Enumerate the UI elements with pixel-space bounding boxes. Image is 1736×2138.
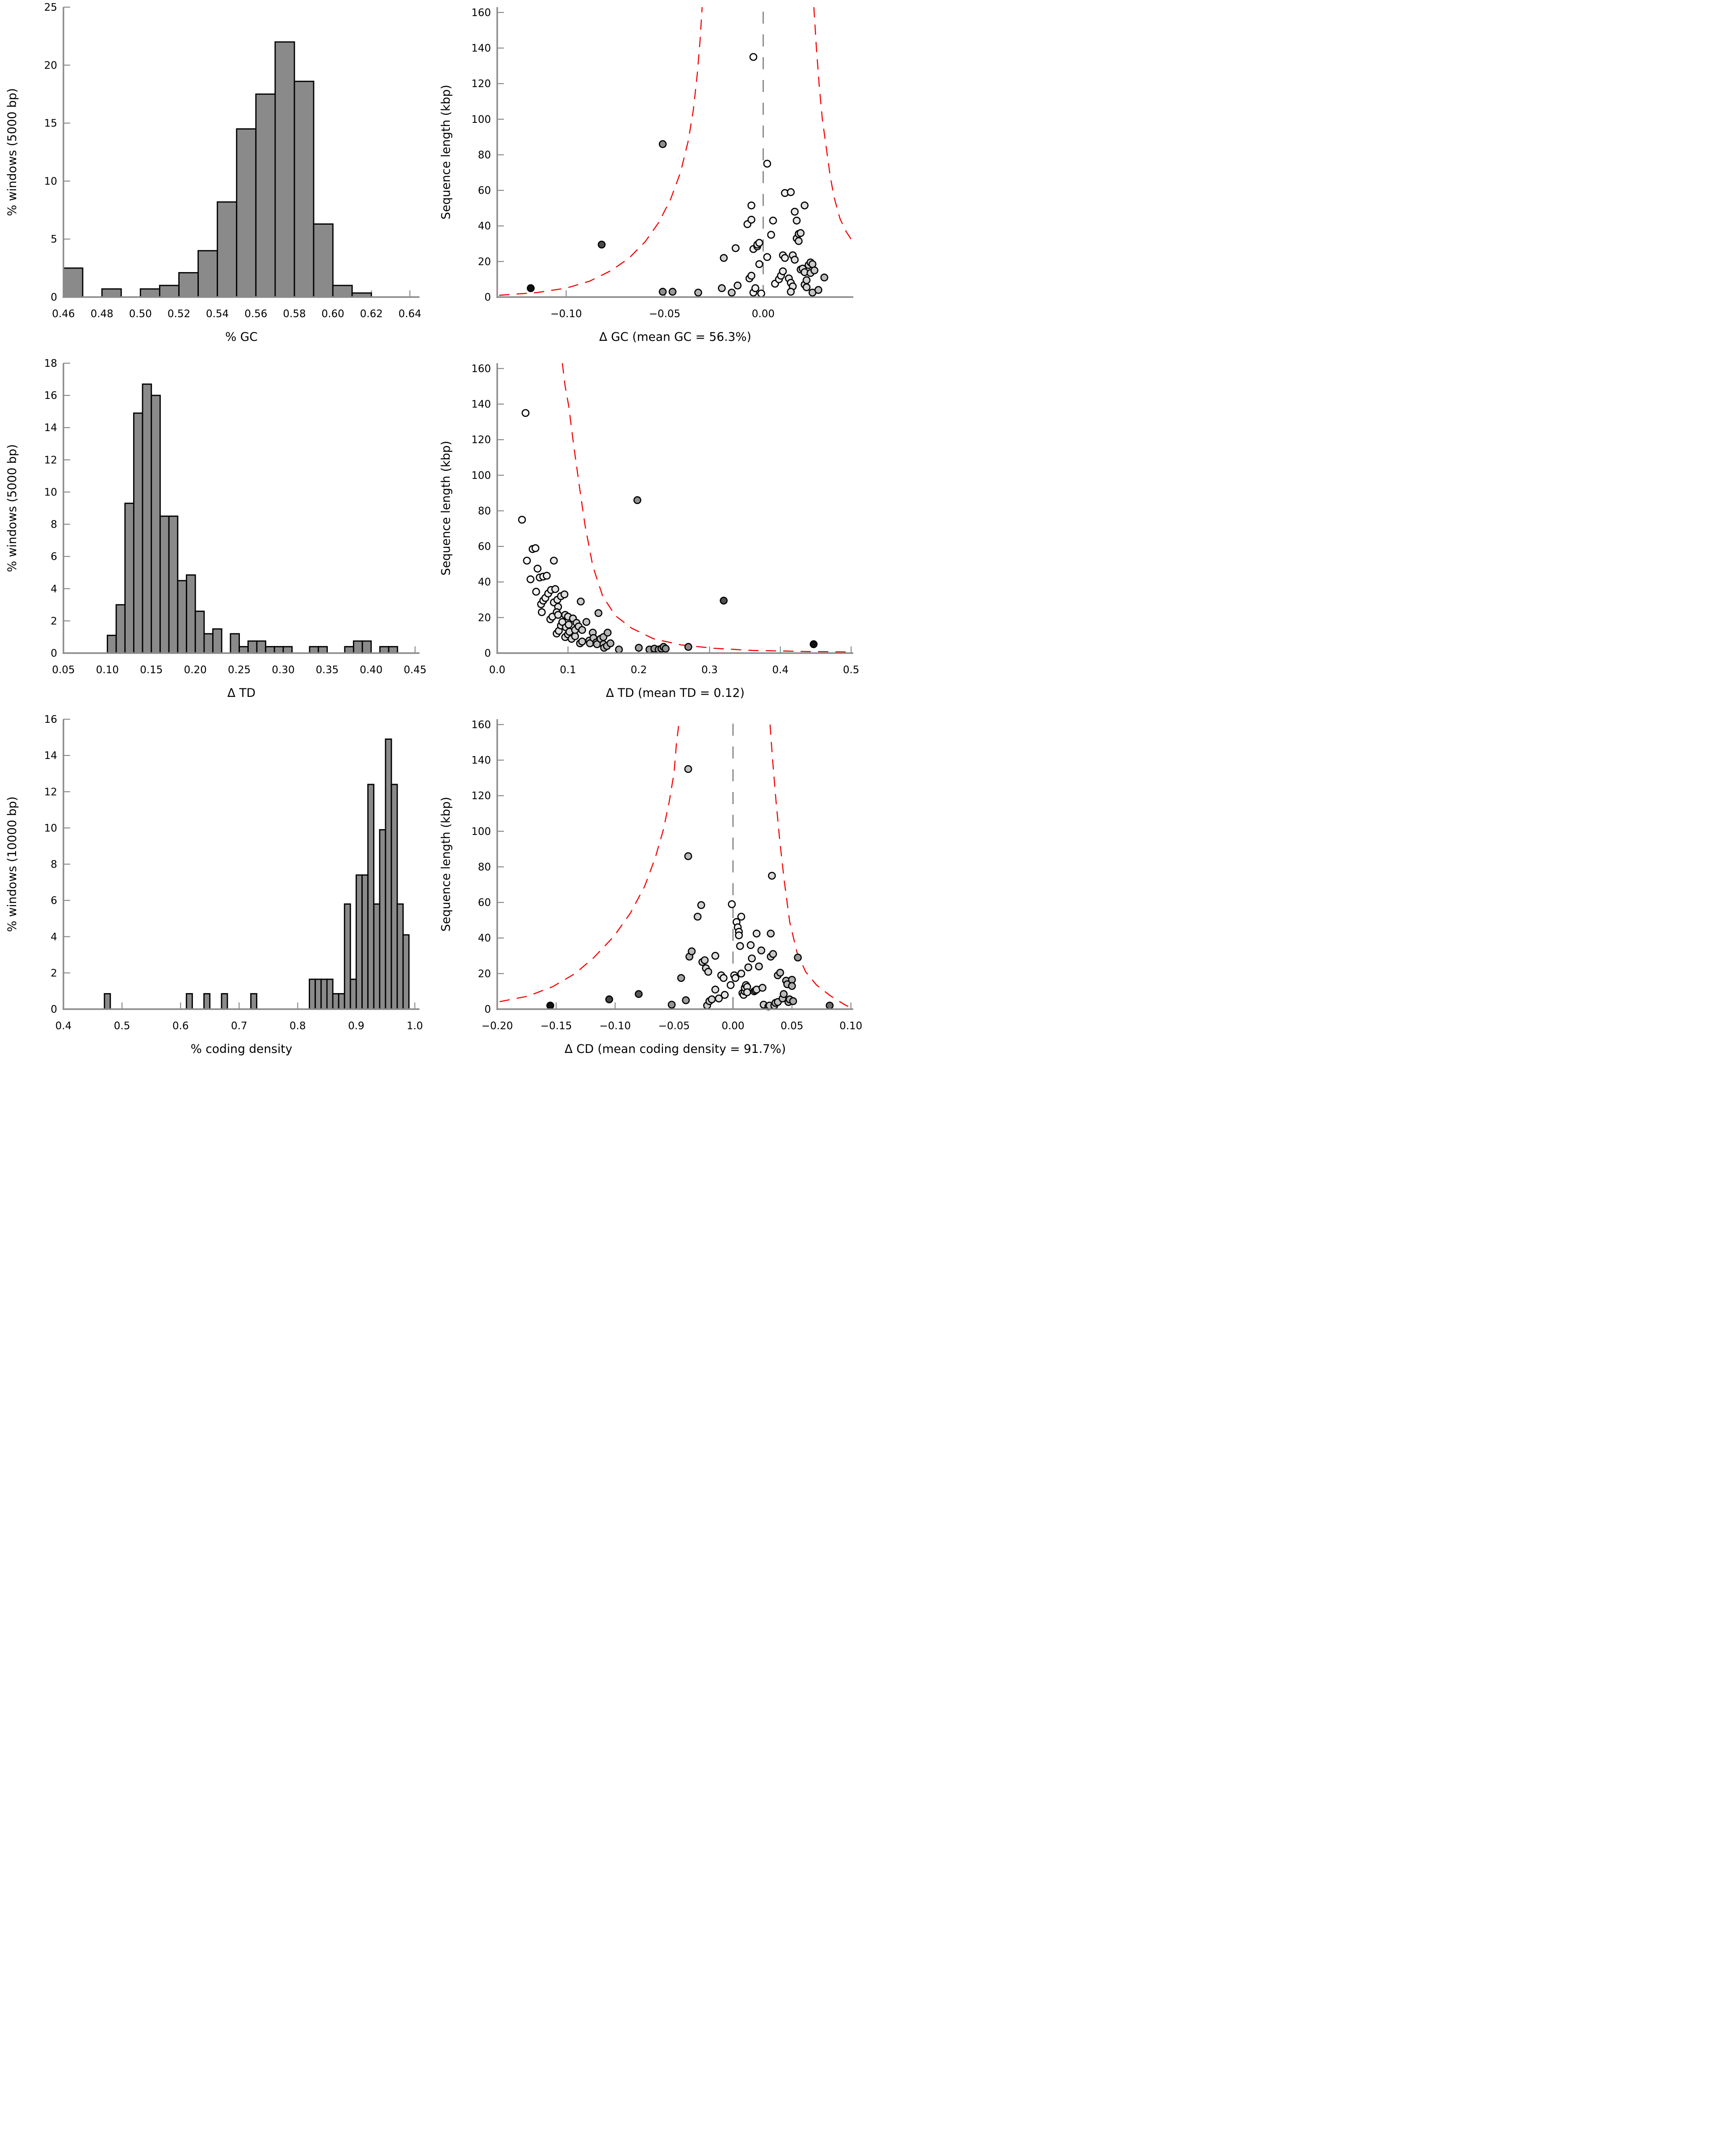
y-axis-label: Sequence length (kbp) (439, 797, 453, 932)
scatter-point (718, 285, 725, 292)
histogram-bar (204, 634, 213, 653)
histogram-bar (350, 979, 356, 1009)
y-tick-label: 120 (471, 434, 491, 446)
scatter-point (756, 239, 763, 246)
histogram-bar (389, 647, 398, 653)
y-tick-label: 120 (471, 790, 491, 802)
scatter-point (758, 290, 765, 297)
y-tick-label: 12 (44, 786, 57, 798)
y-tick-label: 140 (471, 398, 491, 411)
histogram-bar (143, 384, 151, 653)
y-tick-label: 5 (50, 234, 57, 246)
y-tick-label: 16 (44, 714, 57, 725)
scatter-point (792, 208, 798, 215)
scatter-point (705, 968, 712, 975)
scatter-point (598, 241, 605, 248)
scatter-point (770, 217, 776, 224)
histogram-bar (204, 994, 210, 1010)
significance-curve (499, 7, 702, 295)
y-tick-label: 2 (50, 967, 57, 979)
scatter-point (790, 998, 797, 1005)
scatter-point (792, 256, 798, 263)
scatter-point (616, 646, 622, 653)
scatter-point (753, 930, 760, 937)
x-tick-label: 0.5 (843, 664, 860, 676)
y-tick-label: 25 (44, 2, 57, 13)
panel-td-scatter (434, 356, 868, 712)
scatter-point (777, 969, 784, 976)
y-tick-label: 40 (478, 220, 491, 232)
scatter-point (747, 942, 754, 948)
scatter-point (685, 766, 692, 772)
scatter-point (782, 255, 788, 261)
scatter-point (788, 289, 794, 295)
scatter-point (552, 586, 558, 592)
x-tick-label: 0.56 (244, 308, 268, 320)
scatter-point (543, 572, 550, 579)
x-tick-label: 0.30 (272, 664, 295, 676)
histogram-bar (237, 129, 256, 297)
scatter-point (607, 640, 614, 647)
scatter-point (749, 955, 755, 962)
scatter-point (550, 558, 557, 564)
scatter-point (801, 202, 808, 209)
histogram-bar (391, 784, 397, 1009)
histogram-bar (105, 994, 110, 1010)
y-tick-label: 60 (478, 541, 491, 553)
y-axis-label: Sequence length (kbp) (439, 84, 453, 220)
y-tick-label: 80 (478, 149, 491, 161)
histogram-bar (310, 647, 319, 653)
scatter-point (685, 644, 692, 650)
scatter-point (561, 591, 568, 598)
histogram-bar (353, 641, 362, 653)
x-tick-label: −0.10 (550, 308, 582, 320)
y-tick-label: 16 (44, 390, 57, 402)
x-tick-label: 0.50 (129, 308, 152, 320)
scatter-point (712, 986, 719, 993)
scatter-point (524, 558, 530, 564)
histogram-bar (327, 979, 333, 1009)
histogram-bar (368, 784, 374, 1009)
histogram-bar (356, 875, 362, 1009)
scatter-point (688, 948, 695, 955)
x-tick-label: 0.5 (113, 1020, 130, 1032)
scatter-point (738, 970, 745, 977)
histogram-bar (315, 979, 321, 1009)
y-tick-label: 160 (471, 719, 491, 731)
scatter-point (815, 287, 822, 293)
histogram-bar (187, 575, 196, 653)
x-axis-label: Δ GC (mean GC = 56.3%) (599, 330, 751, 344)
histogram-bar (140, 289, 159, 297)
scatter-point (810, 641, 817, 648)
y-tick-label: 0 (484, 648, 491, 659)
histogram-bar (274, 647, 283, 653)
histogram-bar (107, 635, 116, 653)
y-tick-label: 14 (44, 750, 57, 762)
y-tick-label: 20 (478, 612, 491, 624)
scatter-point (755, 963, 762, 970)
scatter-point (547, 1002, 554, 1009)
significance-curve (562, 363, 853, 652)
scatter-point (635, 645, 642, 651)
y-tick-label: 100 (471, 113, 491, 126)
scatter-point (604, 629, 611, 636)
scatter-point (736, 932, 742, 939)
x-tick-label: 0.2 (630, 664, 647, 676)
y-tick-label: 2 (50, 615, 57, 627)
scatter-point (745, 964, 752, 971)
x-tick-label: 0.35 (315, 664, 339, 676)
scatter-point (770, 951, 776, 957)
scatter-point (780, 991, 787, 998)
scatter-point (720, 975, 727, 981)
histogram-bar (314, 224, 333, 298)
x-axis-label: Δ TD (227, 686, 256, 700)
y-tick-label: 6 (50, 551, 57, 563)
histogram-bar (339, 994, 344, 1010)
x-tick-label: 0.00 (721, 1020, 745, 1032)
panel-gc-histogram (0, 0, 434, 356)
histogram-bar (179, 273, 198, 298)
x-tick-label: 0.60 (321, 308, 344, 320)
scatter-point (566, 621, 572, 628)
y-tick-label: 100 (471, 826, 491, 838)
x-tick-label: 0.05 (780, 1020, 804, 1032)
scatter-point (738, 914, 745, 920)
histogram-bar (362, 875, 368, 1009)
x-tick-label: 0.7 (231, 1020, 247, 1032)
histogram-bar (403, 935, 409, 1009)
scatter-point (764, 254, 771, 260)
scatter-point (698, 902, 704, 909)
panel-gc-scatter (434, 0, 868, 356)
scatter-point (685, 853, 692, 859)
histogram-bar (345, 647, 354, 653)
y-tick-label: 100 (471, 470, 491, 482)
x-tick-label: 0.4 (55, 1020, 72, 1032)
y-axis-label: % windows (5000 bp) (5, 444, 19, 572)
scatter-point (712, 952, 719, 959)
histogram-bar (266, 647, 275, 653)
significance-curve (499, 725, 679, 1002)
x-axis-label: % coding density (190, 1042, 293, 1056)
histogram-bar (256, 94, 275, 297)
histogram-bar (116, 605, 125, 653)
x-tick-label: −0.20 (481, 1020, 513, 1032)
x-tick-label: 0.10 (839, 1020, 863, 1032)
scatter-point (732, 245, 739, 252)
x-tick-label: 0.25 (227, 664, 251, 676)
scatter-point (748, 202, 755, 209)
scatter-point (727, 982, 734, 989)
histogram-bar (397, 904, 403, 1009)
y-tick-label: 10 (44, 176, 57, 188)
scatter-point (659, 289, 666, 295)
scatter-point (748, 216, 755, 223)
y-tick-label: 15 (44, 117, 57, 130)
scatter-point (759, 985, 766, 991)
scatter-point (683, 997, 689, 1004)
histogram-bar (239, 647, 248, 653)
panel-cd-histogram (0, 712, 434, 1068)
y-tick-label: 0 (50, 292, 57, 303)
x-tick-label: 0.0 (489, 664, 506, 676)
scatter-point (788, 189, 794, 196)
histogram-bar (231, 634, 239, 653)
histogram-bar (213, 629, 222, 653)
scatter-point (606, 996, 612, 1003)
y-tick-label: 20 (478, 968, 491, 980)
y-tick-label: 60 (478, 897, 491, 909)
scatter-point (803, 277, 810, 284)
scatter-point (678, 975, 684, 981)
scatter-point (635, 991, 642, 998)
scatter-point (732, 975, 739, 981)
x-tick-label: 0.46 (52, 308, 75, 320)
y-tick-label: 6 (50, 895, 57, 907)
y-tick-label: 14 (44, 422, 57, 434)
scatter-point (701, 957, 708, 964)
y-tick-label: 140 (471, 42, 491, 54)
panel-td-histogram (0, 356, 434, 712)
y-tick-label: 10 (44, 822, 57, 834)
x-tick-label: 0.6 (172, 1020, 189, 1032)
scatter-point (748, 272, 755, 279)
x-tick-label: −0.05 (649, 308, 681, 320)
scatter-point (750, 54, 757, 60)
y-tick-label: 20 (478, 256, 491, 268)
histogram-bar (134, 413, 143, 653)
scatter-point (583, 619, 590, 625)
histogram-bar (386, 739, 391, 1009)
y-axis-label: % windows (5000 bp) (5, 88, 19, 216)
scatter-point (768, 872, 775, 879)
histogram-bar (380, 830, 386, 1009)
histogram-bar (222, 994, 227, 1010)
y-tick-label: 80 (478, 861, 491, 873)
histogram-bar (380, 647, 389, 653)
histogram-bar (248, 641, 257, 653)
y-tick-label: 160 (471, 7, 491, 19)
y-tick-label: 8 (50, 519, 57, 531)
y-tick-label: 0 (50, 648, 57, 659)
x-tick-label: 0.3 (701, 664, 718, 676)
y-axis-label: Sequence length (kbp) (439, 440, 453, 576)
scatter-point (534, 565, 541, 572)
scatter-point (709, 996, 715, 1003)
histogram-bar (321, 979, 327, 1009)
y-tick-label: 0 (484, 292, 491, 303)
x-tick-label: 0.9 (348, 1020, 365, 1032)
scatter-point (758, 947, 765, 954)
histogram-bar (362, 641, 371, 653)
x-tick-label: 0.00 (751, 308, 775, 320)
scatter-point (532, 545, 539, 552)
y-tick-label: 20 (44, 59, 57, 71)
significance-curve (770, 725, 851, 1008)
x-tick-label: 0.20 (184, 664, 207, 676)
scatter-point (634, 497, 641, 503)
y-tick-label: 12 (44, 454, 57, 466)
histogram-bar (159, 285, 179, 297)
scatter-point (752, 285, 759, 292)
x-tick-label: 0.48 (90, 308, 113, 320)
x-tick-label: −0.05 (658, 1020, 690, 1032)
x-tick-label: 0.54 (205, 308, 229, 320)
figure-grid (0, 0, 868, 1069)
scatter-point (595, 610, 602, 616)
scatter-point (793, 217, 800, 224)
histogram-bar (294, 81, 314, 297)
scatter-point (729, 901, 735, 908)
scatter-point (527, 576, 534, 583)
y-tick-label: 18 (44, 358, 57, 369)
x-tick-label: 0.52 (167, 308, 191, 320)
scatter-point (579, 638, 586, 645)
x-tick-label: 0.4 (772, 664, 789, 676)
scatter-point (519, 516, 525, 523)
scatter-point (788, 983, 795, 989)
scatter-point (803, 284, 810, 291)
scatter-point (795, 238, 802, 244)
x-axis-label: % GC (225, 330, 258, 344)
scatter-point (659, 141, 666, 147)
scatter-point (780, 268, 786, 275)
scatter-point (579, 627, 586, 633)
y-tick-label: 40 (478, 932, 491, 944)
histogram-bar (310, 979, 315, 1009)
histogram-bar (125, 503, 134, 653)
scatter-point (721, 255, 727, 261)
y-tick-label: 8 (50, 859, 57, 871)
histogram-bar (160, 516, 169, 654)
x-tick-label: 0.8 (289, 1020, 306, 1032)
x-tick-label: 0.40 (360, 664, 383, 676)
panel-cd-scatter (434, 712, 868, 1068)
y-tick-label: 60 (478, 185, 491, 197)
scatter-point (728, 289, 735, 296)
scatter-point (795, 954, 801, 961)
histogram-bar (333, 285, 352, 297)
scatter-point (528, 285, 534, 292)
histogram-bar (283, 647, 292, 653)
x-tick-label: 0.45 (403, 664, 427, 676)
x-tick-label: 0.64 (398, 308, 422, 320)
histogram-bar (169, 516, 178, 654)
scatter-point (538, 609, 545, 616)
scatter-point (663, 646, 669, 652)
x-tick-label: 0.1 (560, 664, 576, 676)
y-tick-label: 80 (478, 505, 491, 517)
scatter-point (555, 612, 562, 618)
scatter-point (721, 992, 728, 998)
histogram-bar (344, 904, 350, 1009)
scatter-point (756, 261, 763, 268)
histogram-bar (151, 395, 160, 653)
scatter-point (826, 1002, 833, 1009)
scatter-point (669, 289, 676, 295)
histogram-bar (319, 647, 327, 653)
scatter-point (797, 230, 804, 236)
histogram-bar (257, 641, 266, 653)
histogram-bar (198, 251, 218, 297)
scatter-point (764, 160, 771, 167)
y-tick-label: 0 (484, 1004, 491, 1015)
y-tick-label: 160 (471, 363, 491, 375)
y-tick-label: 4 (50, 931, 57, 943)
y-axis-label: % windows (10000 bp) (5, 796, 19, 932)
scatter-point (821, 274, 828, 281)
x-axis-label: Δ CD (mean coding density = 91.7%) (564, 1042, 786, 1056)
histogram-bar (374, 904, 380, 1009)
scatter-point (734, 282, 741, 289)
y-tick-label: 10 (44, 486, 57, 499)
scatter-point (578, 598, 584, 605)
histogram-bar (333, 994, 339, 1010)
histogram-bar (195, 611, 204, 653)
x-tick-label: 0.05 (52, 664, 75, 676)
scatter-point (721, 597, 727, 604)
histogram-bar (178, 581, 187, 653)
scatter-point (695, 289, 701, 296)
histogram-bar (63, 268, 83, 297)
x-axis-label: Δ TD (mean TD = 0.12) (606, 686, 745, 700)
x-tick-label: 0.10 (96, 664, 119, 676)
scatter-point (668, 1002, 675, 1008)
scatter-point (737, 943, 743, 949)
scatter-point (744, 989, 751, 996)
histogram-bar (186, 994, 192, 1010)
y-tick-label: 0 (50, 1004, 57, 1015)
y-tick-label: 4 (50, 583, 57, 595)
significance-curve (814, 7, 853, 242)
x-tick-label: 0.62 (360, 308, 383, 320)
x-tick-label: −0.10 (599, 1020, 631, 1032)
scatter-point (767, 930, 774, 937)
scatter-point (533, 588, 540, 595)
histogram-bar (102, 289, 121, 297)
x-tick-label: 1.0 (407, 1020, 423, 1032)
scatter-point (768, 231, 775, 238)
scatter-point (522, 410, 529, 416)
histogram-bar (275, 42, 294, 297)
y-tick-label: 120 (471, 78, 491, 90)
scatter-point (694, 914, 701, 920)
x-tick-label: 0.58 (283, 308, 306, 320)
histogram-bar (218, 202, 237, 297)
histogram-bar (251, 994, 257, 1010)
x-tick-label: −0.15 (540, 1020, 572, 1032)
y-tick-label: 40 (478, 576, 491, 588)
scatter-point (811, 267, 818, 274)
x-tick-label: 0.15 (140, 664, 163, 676)
y-tick-label: 140 (471, 755, 491, 767)
